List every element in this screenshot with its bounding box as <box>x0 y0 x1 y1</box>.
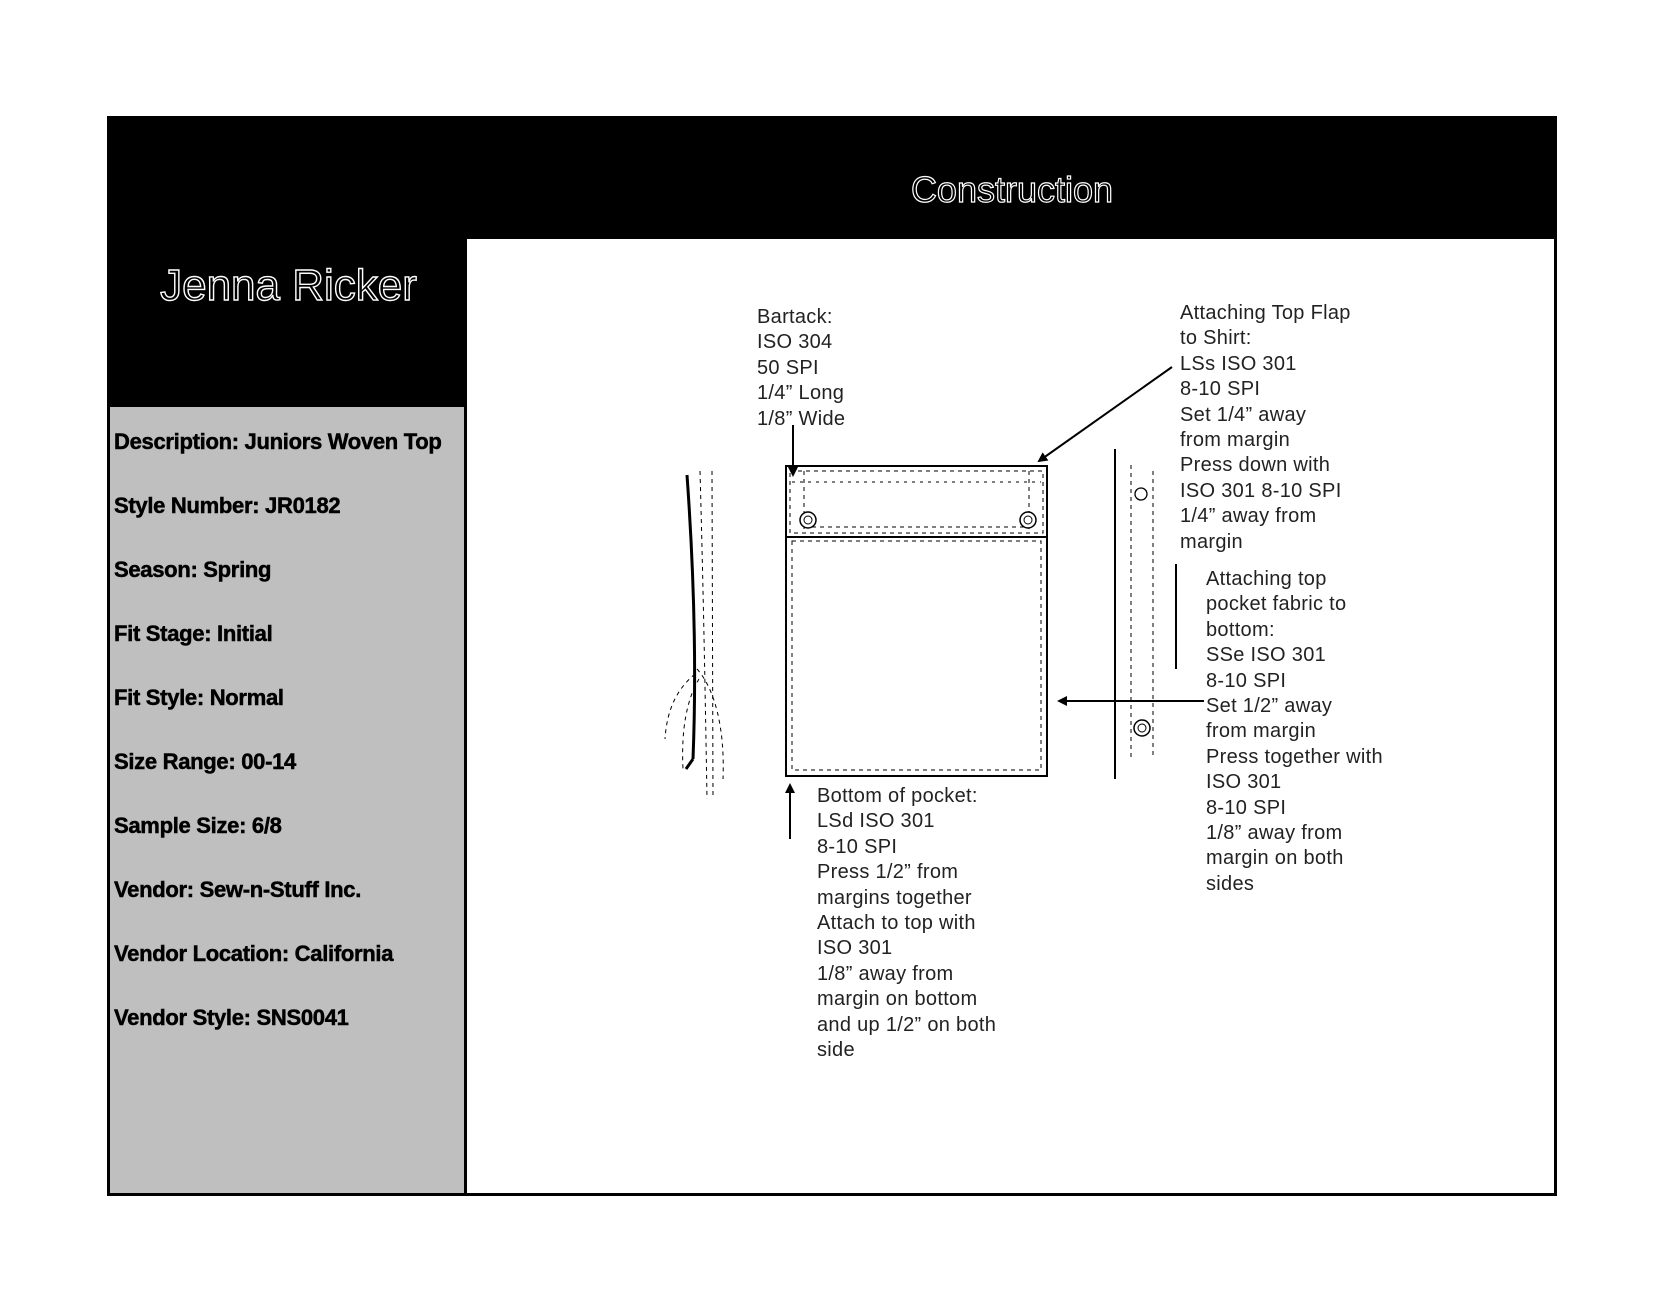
bottom-pocket-note: Bottom of pocket: LSd ISO 301 8-10 SPI Press 1/2” from margins together Attach to top with ISO 301 1/8” away from margin on bottom and up 1/2” on both side <box>817 785 997 1062</box>
button-icon <box>1134 720 1150 736</box>
pocket-construction-drawing <box>467 239 1554 1193</box>
spec-style-number: Style Number: JR0182 <box>114 493 341 518</box>
spec-season: Season: Spring <box>114 557 272 582</box>
tech-pack-page <box>107 116 1557 1196</box>
side-profile-right <box>1115 449 1176 779</box>
designer-name: Jenna Ricker <box>160 261 417 310</box>
spec-vendor-location: Vendor Location: California <box>114 941 394 966</box>
spec-sample-size: Sample Size: 6/8 <box>114 813 282 838</box>
construction-canvas <box>467 239 1554 1193</box>
spec-sidebar <box>110 407 467 1193</box>
button-icon <box>1135 488 1147 500</box>
header-bar <box>110 119 1554 239</box>
spec-vendor: Vendor: Sew-n-Stuff Inc. <box>114 877 362 902</box>
top-flap-note: Attaching Top Flap to Shirt: LSs ISO 301 8-10 SPI Set 1/4” away from margin Press down with ISO 301 8-10 SPI 1/4” away from margin <box>1180 302 1351 553</box>
button-icon <box>800 512 816 528</box>
spec-description: Description: Juniors Woven Top <box>114 429 442 454</box>
spec-size-range: Size Range: 00-14 <box>114 749 296 774</box>
top-flap-arrow <box>1039 367 1172 461</box>
section-title: Construction <box>910 169 1114 210</box>
side-profile-left <box>665 471 723 799</box>
button-icon <box>1020 512 1036 528</box>
spec-vendor-style: Vendor Style: SNS0041 <box>114 1005 349 1030</box>
pocket-front <box>786 466 1047 776</box>
spec-fit-style: Fit Style: Normal <box>114 685 284 710</box>
bartack-note: Bartack: ISO 304 50 SPI 1/4” Long 1/8” Wide <box>757 306 846 430</box>
designer-block <box>110 239 467 407</box>
spec-fit-stage: Fit Stage: Initial <box>114 621 273 646</box>
top-pocket-note: Attaching top pocket fabric to bottom: SSe ISO 301 8-10 SPI Set 1/2” away from margin Press together with ISO 301 8-10 SPI 1/8” away from margin on both sides <box>1206 568 1383 895</box>
